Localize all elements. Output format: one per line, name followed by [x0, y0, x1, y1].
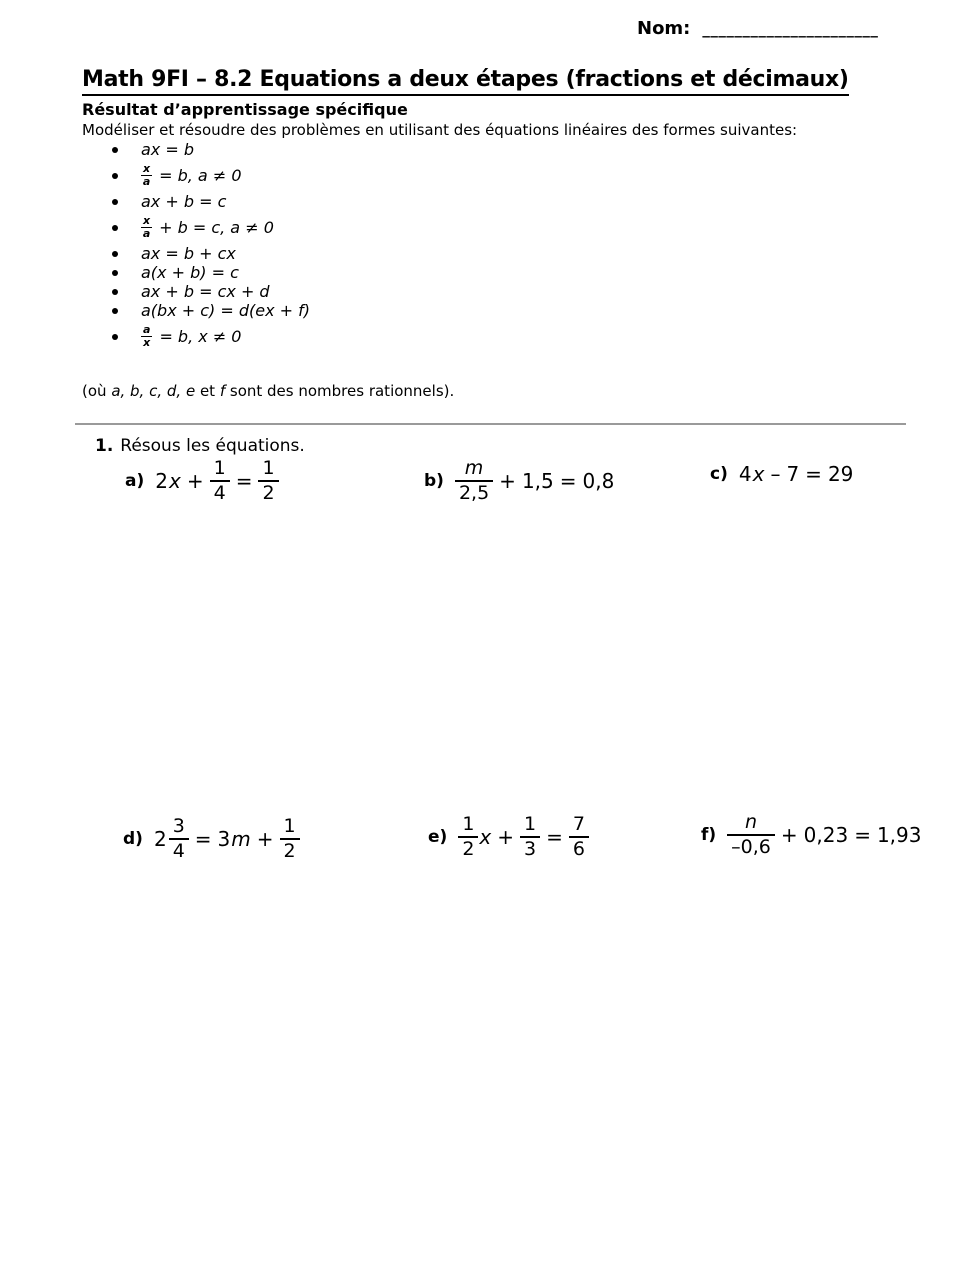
form-item [112, 211, 310, 244]
coefficient: 4 [738, 462, 752, 486]
bullet-icon [112, 225, 118, 231]
note-variable-f: f [219, 382, 226, 400]
fraction [455, 458, 493, 505]
number-term: 7 [786, 462, 800, 486]
fraction-numerator: 1 [458, 814, 478, 838]
variable: x [479, 825, 492, 850]
equals-sign: = [194, 827, 212, 852]
form-equation-text: ax = b + cx [141, 244, 236, 263]
form-item [112, 320, 310, 353]
page-title: Math 9FI – 8.2 Equations a deux étapes (fractions et décimaux) [82, 67, 849, 96]
fraction-numerator: 7 [569, 814, 589, 838]
form-equation-text: a(x + b) = c [141, 263, 239, 282]
problem-label: d) [123, 829, 143, 850]
form-item [112, 244, 310, 263]
fraction-denominator: 2 [462, 838, 475, 861]
fraction-denominator: a [142, 227, 151, 240]
rationals-note [82, 382, 454, 400]
fraction [569, 814, 589, 861]
fraction [169, 816, 189, 863]
problem-label: f) [701, 825, 717, 846]
fraction-numerator [727, 812, 775, 836]
fraction-numerator [455, 458, 493, 482]
fraction-numerator: 1 [210, 458, 230, 482]
fraction [258, 458, 278, 505]
form-equation-text: + b = c, a ≠ 0 [159, 218, 274, 237]
bullet-icon [112, 147, 118, 153]
problem-f [701, 812, 921, 859]
fraction-denominator: x [143, 336, 151, 349]
form-equation-text: = b, x ≠ 0 [159, 327, 242, 346]
bullet-icon [112, 308, 118, 314]
form-item [112, 192, 310, 211]
fraction-numerator: 1 [520, 814, 540, 838]
equals-sign: = [854, 823, 871, 848]
variable: m [464, 457, 484, 479]
section-subtitle: Résultat d’apprentissage spécifique [82, 100, 408, 119]
name-label: Nom: [637, 18, 691, 39]
form-item [112, 282, 310, 301]
note-part: (où [82, 382, 112, 400]
fraction-denominator: –0,6 [731, 836, 771, 859]
fraction-denominator: a [142, 175, 151, 188]
problem-label: b) [424, 471, 444, 492]
form-item [112, 263, 310, 282]
section-divider [75, 423, 906, 425]
whole-number: 2 [153, 827, 167, 852]
form-equation-text: a(bx + c) = d(ex + f) [141, 301, 311, 320]
fraction-numerator: x [143, 161, 151, 175]
small-fraction [141, 324, 152, 349]
equals-sign: = [546, 825, 563, 850]
equals-sign: = [235, 469, 253, 494]
fraction-denominator: 3 [524, 838, 537, 861]
fraction-numerator: 1 [280, 816, 300, 840]
fraction-denominator: 6 [572, 838, 585, 861]
equation-term [218, 827, 251, 851]
coefficient: 3 [217, 827, 231, 852]
form-equation-text: = b, a ≠ 0 [159, 166, 242, 185]
problem-label: e) [428, 827, 448, 848]
form-equation-text: ax + b = cx + d [141, 282, 270, 301]
number-term: 1,5 [521, 469, 554, 494]
form-item [112, 301, 310, 320]
bullet-icon [112, 289, 118, 295]
plus-operator: + [497, 825, 515, 850]
problem-e [428, 814, 589, 861]
plus-operator: + [186, 469, 204, 494]
problem-b [424, 458, 614, 505]
variable: n [745, 811, 758, 833]
number-term: 29 [827, 462, 854, 486]
form-item [112, 140, 310, 159]
fraction-denominator: 2 [262, 482, 275, 505]
number-term: 0,8 [582, 469, 615, 494]
fraction [727, 812, 775, 859]
problem-c [710, 462, 853, 486]
bullet-icon [112, 251, 118, 257]
bullet-icon [112, 199, 118, 205]
problem-label: a) [125, 471, 145, 492]
form-equation-text: ax + b = c [141, 192, 227, 211]
note-part: sont des nombres rationnels). [225, 382, 455, 400]
name-row [637, 18, 878, 39]
minus-operator: – [770, 462, 781, 486]
fraction [520, 814, 540, 861]
bullet-icon [112, 270, 118, 276]
plus-operator: + [499, 469, 516, 494]
exercise-instruction: Résous les équations. [120, 436, 305, 456]
plus-operator: + [256, 827, 274, 852]
fraction-numerator: a [143, 322, 151, 336]
variable: x [752, 462, 765, 486]
number-term: 0,23 [803, 823, 849, 848]
fraction-denominator: 2,5 [458, 482, 490, 505]
equation-term [155, 469, 181, 493]
variable: m [231, 827, 251, 852]
fraction-denominator: 4 [213, 482, 226, 505]
note-variables: a, b, c, d, e [111, 382, 196, 400]
exercise-number: 1. [95, 436, 114, 456]
fraction [458, 814, 478, 861]
note-part: et [195, 382, 220, 400]
equation-term [458, 814, 491, 861]
equals-sign: = [559, 469, 577, 494]
small-fraction [141, 215, 152, 240]
problem-label: c) [710, 464, 728, 484]
form-item [112, 159, 310, 192]
intro-text: Modéliser et résoudre des problèmes en utilisant des équations linéaires des formes suivantes: [82, 121, 798, 139]
fraction-numerator: x [143, 213, 151, 227]
bullet-icon [112, 173, 118, 179]
variable: x [168, 469, 181, 494]
equals-sign: = [805, 462, 822, 486]
fraction-denominator: 4 [172, 840, 185, 863]
name-blank-line: ______________________ [702, 20, 879, 38]
fraction-denominator: 2 [283, 840, 296, 863]
fraction [210, 458, 230, 505]
exercise-heading [95, 436, 305, 456]
bullet-icon [112, 334, 118, 340]
equation-forms-list [112, 140, 310, 353]
mixed-number [154, 816, 189, 863]
fraction [280, 816, 300, 863]
problem-a [125, 458, 279, 505]
fraction-numerator: 1 [258, 458, 278, 482]
problem-d [123, 816, 300, 863]
form-equation-text: ax = b [141, 140, 195, 159]
fraction-numerator: 3 [169, 816, 189, 840]
coefficient: 2 [155, 469, 168, 494]
number-term: 1,93 [876, 823, 922, 848]
plus-operator: + [780, 823, 798, 848]
small-fraction [141, 163, 152, 188]
equation-term [739, 462, 765, 486]
